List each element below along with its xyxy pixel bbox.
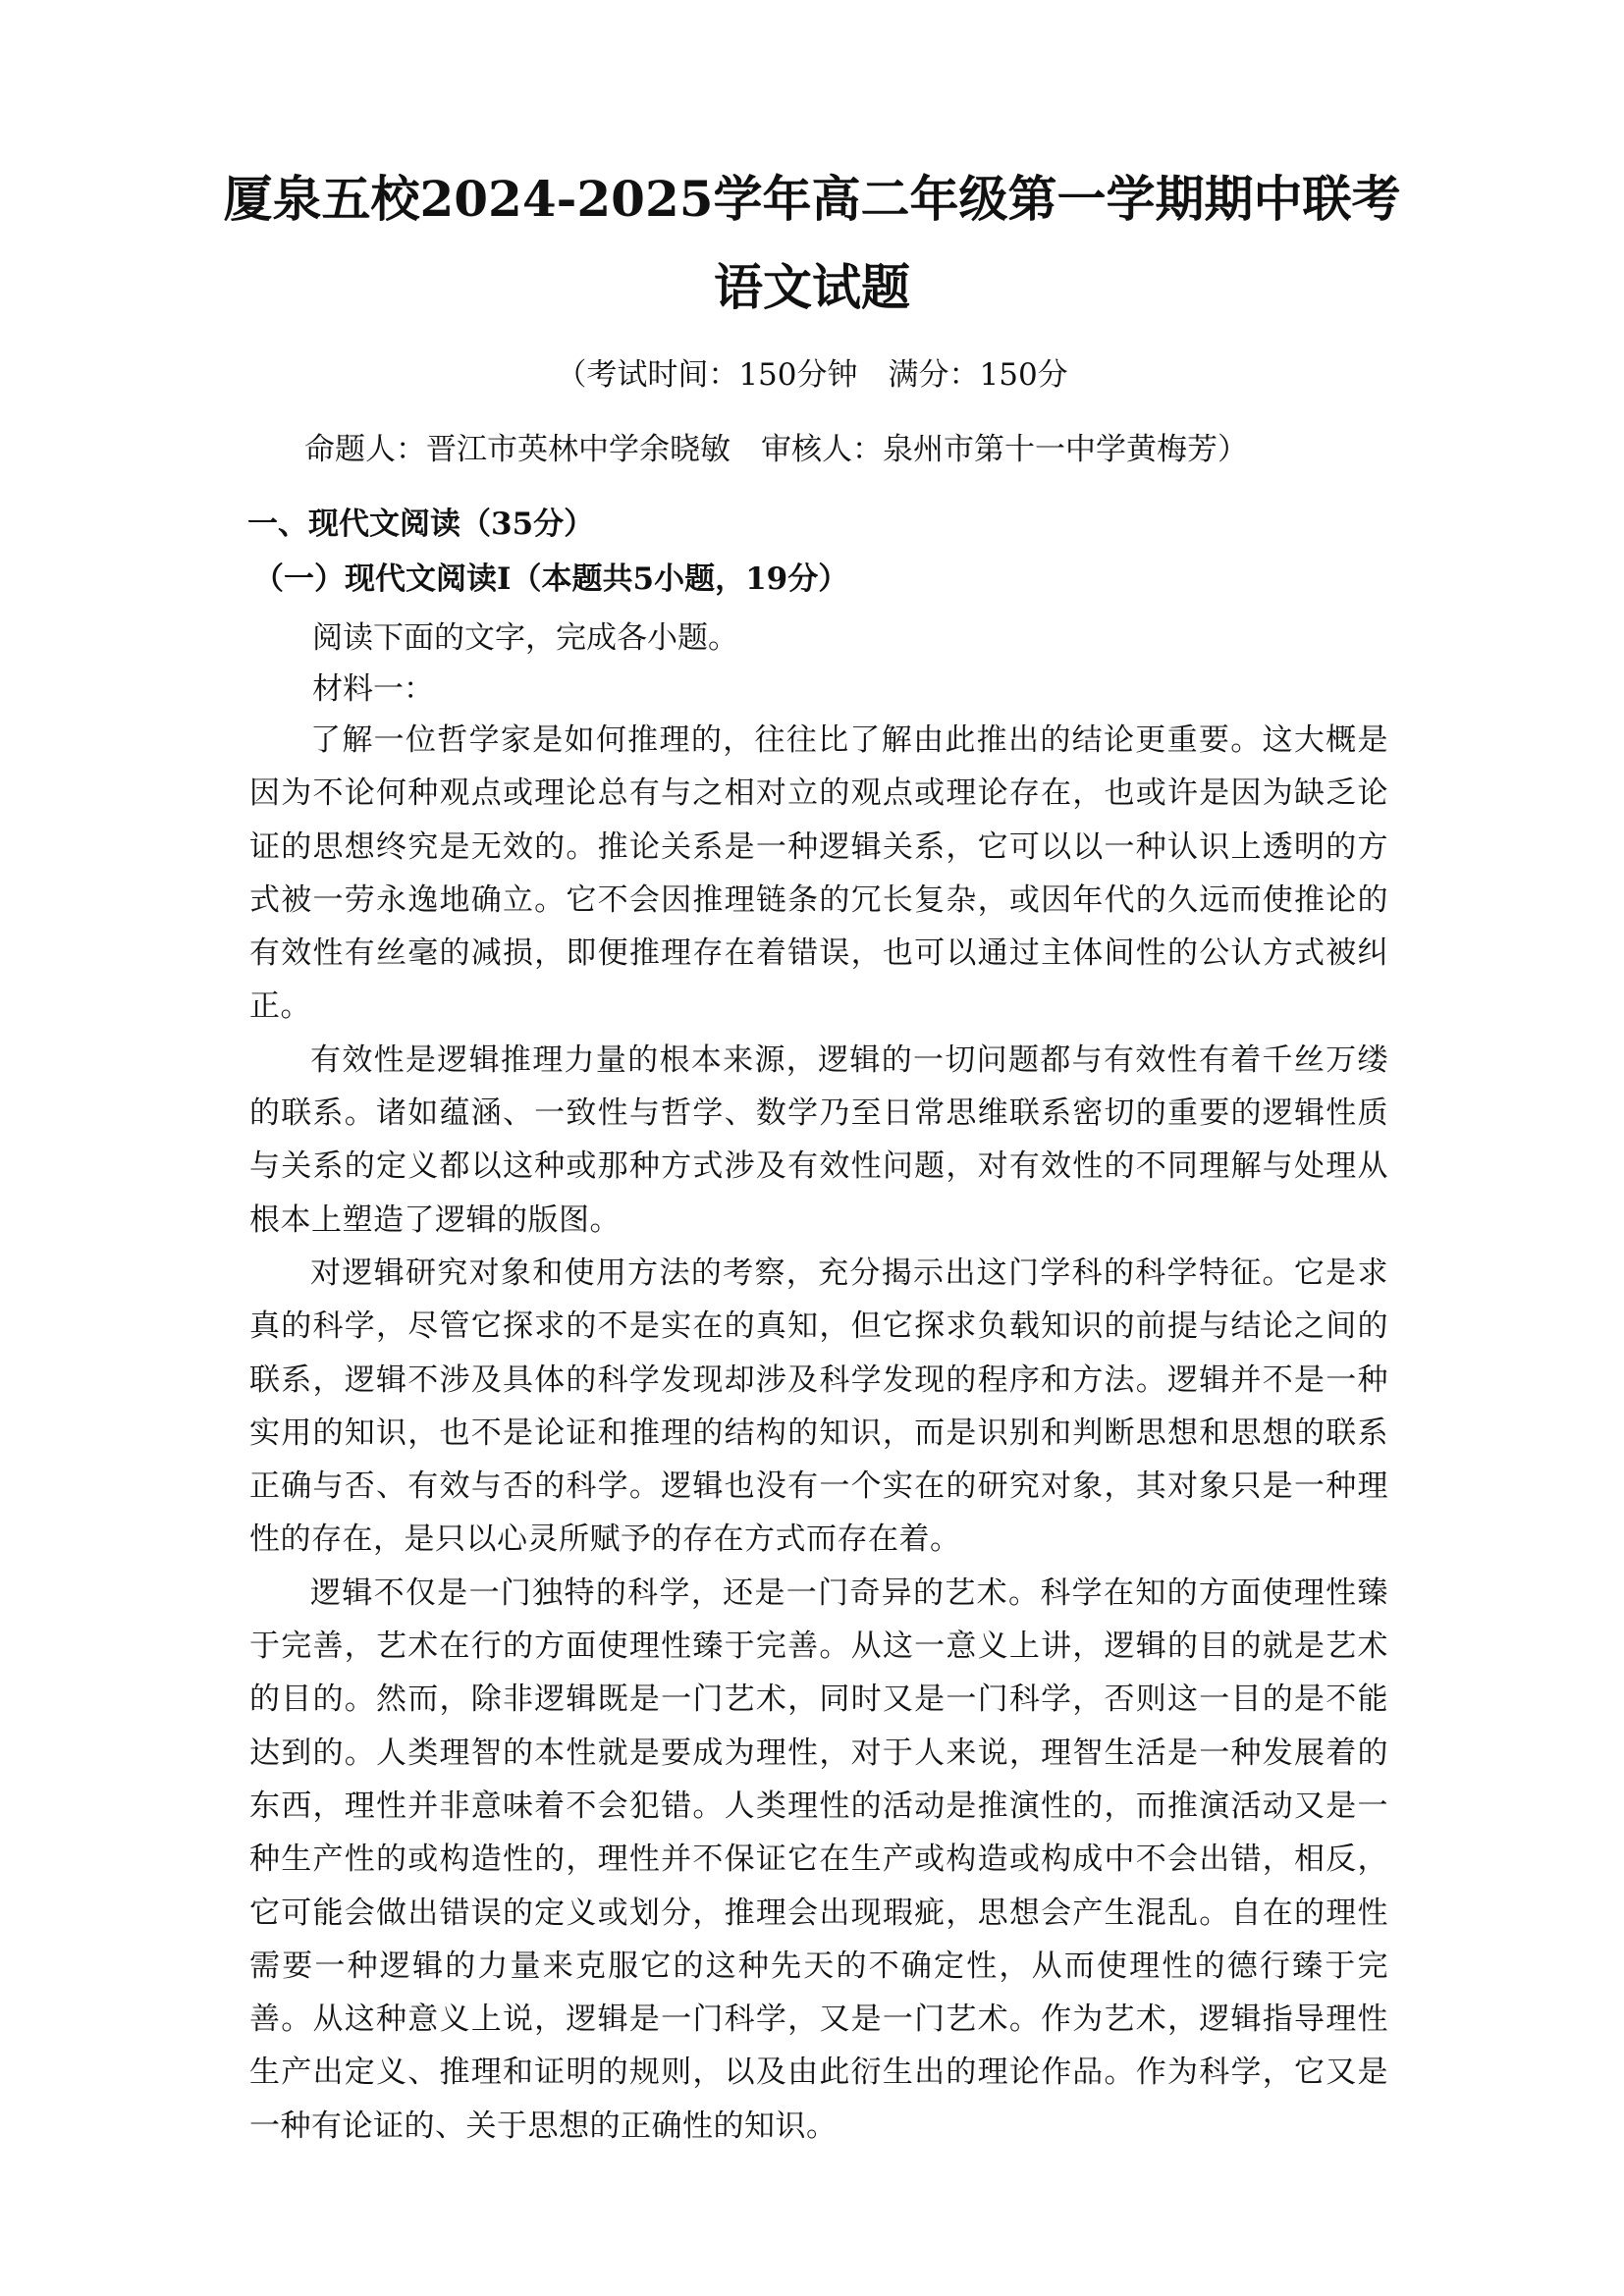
exam-title: 厦泉五校2024-2025学年高二年级第一学期期中联考 (223, 170, 1401, 228)
section-heading: 一、现代文阅读（35分） (247, 507, 595, 542)
passage-paragraph: 了解一位哲学家是如何推理的，往往比了解由此推出的结论更重要。这大概是因为不论何种观点或理论总有与之相对立的观点或理论存在，也或许是因为缺乏论证的思想终究是无效的。推论关系是一种逻辑关系，它可以以一种认识上透明的方式被一劳永逸地确立。它不会因推理链条的冗长复杂，或因年代的久远而使推论的有效性有丝毫的减损，即便推理存在着错误，也可以通过主体间性的公认方式被纠正。 (249, 722, 1388, 1025)
exam-authors: 命题人：晋江市英林中学余晓敏 审核人：泉州市第十一中学黄梅芳） (304, 432, 1248, 467)
passage-paragraph: 逻辑不仅是一门独特的科学，还是一门奇异的艺术。科学在知的方面使理性臻于完善，艺术在行的方面使理性臻于完善。从这一意义上讲，逻辑的目的就是艺术的目的。然而，除非逻辑既是一门艺术，同时又是一门科学，否则这一目的是不能达到的。人类理智的本性就是要成为理性，对于人来说，理智生活是一种发展着的东西，理性并非意味着不会犯错。人类理性的活动是推演性的，而推演活动又是一种生产性的或构造性的，理性并不保证它在生产或构造或构成中不会出错，相反，它可能会做出错误的定义或划分，推理会出现瑕疵，思想会产生混乱。自在的理性需要一种逻辑的力量来克服它的这种先天的不确定性，从而使理性的德行臻于完善。从这种意义上说，逻辑是一门科学，又是一门艺术。作为艺术，逻辑指导理性生产出定义、推理和证明的规则，以及由此衍生出的理论作品。作为科学，它又是一种有论证的、关于思想的正确性的知识。 (249, 1575, 1388, 2144)
subsection-heading: （一）现代文阅读Ⅰ（本题共5小题，19分） (253, 561, 849, 597)
reading-instruction: 阅读下面的文字，完成各小题。 (312, 620, 738, 656)
passage-paragraph: 有效性是逻辑推理力量的根本来源，逻辑的一切问题都与有效性有着千丝万缕的联系。诸如蕴涵、一致性与哲学、数学乃至日常思维联系密切的重要的逻辑性质与关系的定义都以这种或那种方式涉及有效性问题，对有效性的不同理解与处理从根本上塑造了逻辑的版图。 (249, 1041, 1388, 1238)
passage-paragraph: 对逻辑研究对象和使用方法的考察，充分揭示出这门学科的科学特征。它是求真的科学，尽管它探求的不是实在的真知，但它探求负载知识的前提与结论之间的联系，逻辑不涉及具体的科学发现却涉及科学发现的程序和方法。逻辑并不是一种实用的知识，也不是论证和推理的结构的知识，而是识别和判断思想和思想的联系正确与否、有效与否的科学。逻辑也没有一个实在的研究对象，其对象只是一种理性的存在，是只以心灵所赋予的存在方式而存在着。 (249, 1255, 1388, 1558)
reading-passage (249, 714, 1388, 2153)
exam-subject-title: 语文试题 (714, 258, 910, 316)
material-label: 材料一： (312, 671, 434, 707)
exam-time-info: （考试时间：150分钟 满分：150分 (556, 357, 1068, 393)
